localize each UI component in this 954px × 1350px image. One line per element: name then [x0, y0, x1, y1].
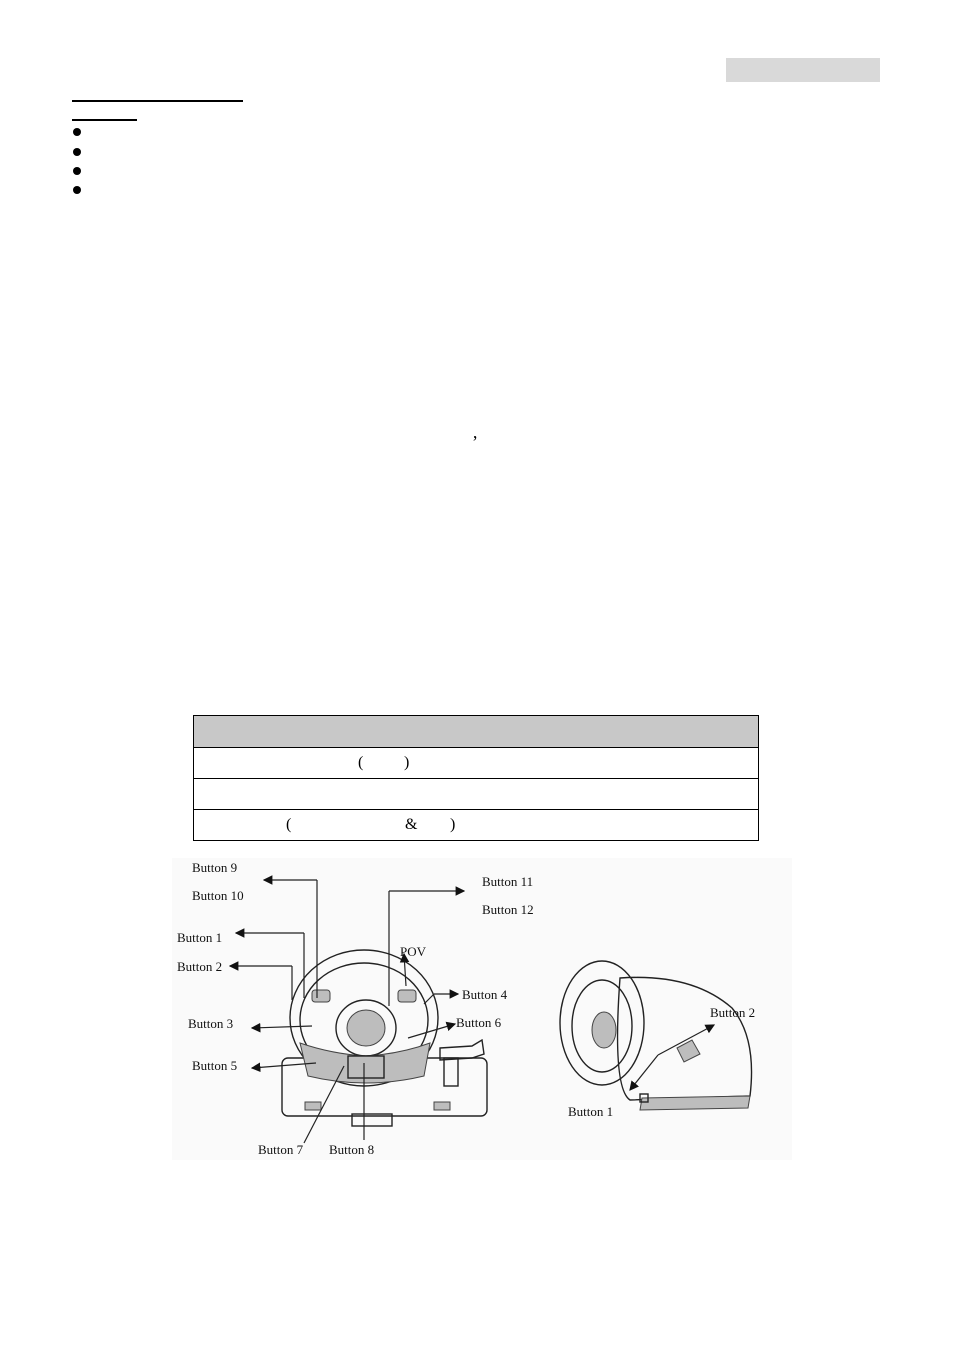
close-paren: ): [450, 816, 456, 833]
label-button-1: Button 1: [177, 930, 223, 945]
close-paren: ): [404, 754, 410, 771]
label-button-7: Button 7: [258, 1142, 304, 1157]
label-side-button-2: Button 2: [710, 1005, 756, 1020]
steering-wheel-diagram: [172, 858, 792, 1160]
label-side-button-1: Button 1: [568, 1104, 614, 1119]
label-button-2: Button 2: [177, 959, 223, 974]
label-button-10: Button 10: [192, 888, 244, 903]
stray-comma: ’: [472, 432, 478, 452]
open-paren: (: [358, 754, 364, 771]
table-row: [194, 779, 759, 810]
label-pov: POV: [400, 944, 427, 959]
open-paren: (: [286, 816, 292, 833]
bullet-3: [73, 167, 81, 175]
label-button-3: Button 3: [188, 1016, 234, 1031]
heading-underline: [72, 100, 243, 102]
steering-wheel-figure: [172, 858, 792, 1160]
bullet-4: [73, 186, 81, 194]
table-row: [194, 748, 759, 779]
label-button-6: Button 6: [456, 1015, 502, 1030]
subheading-underline: [72, 119, 137, 121]
bullet-1: [73, 128, 81, 136]
label-button-9: Button 9: [192, 860, 238, 875]
bullet-2: [73, 148, 81, 156]
label-button-5: Button 5: [192, 1058, 238, 1073]
table-header-row: [194, 716, 759, 748]
table-cell: [194, 748, 759, 779]
front-wheel-illustration: [282, 950, 487, 1126]
label-button-4: Button 4: [462, 987, 508, 1002]
table-row: [194, 810, 759, 841]
table-cell: [194, 779, 759, 810]
label-button-12: Button 12: [482, 902, 534, 917]
spec-table: [193, 715, 759, 841]
label-button-8: Button 8: [329, 1142, 375, 1157]
ampersand: &: [405, 816, 418, 833]
side-wheel-illustration: [560, 961, 752, 1110]
table-header-cell: [194, 716, 759, 748]
header-gray-bar: [726, 58, 880, 82]
label-button-11: Button 11: [482, 874, 534, 889]
table-cell: [194, 810, 759, 841]
